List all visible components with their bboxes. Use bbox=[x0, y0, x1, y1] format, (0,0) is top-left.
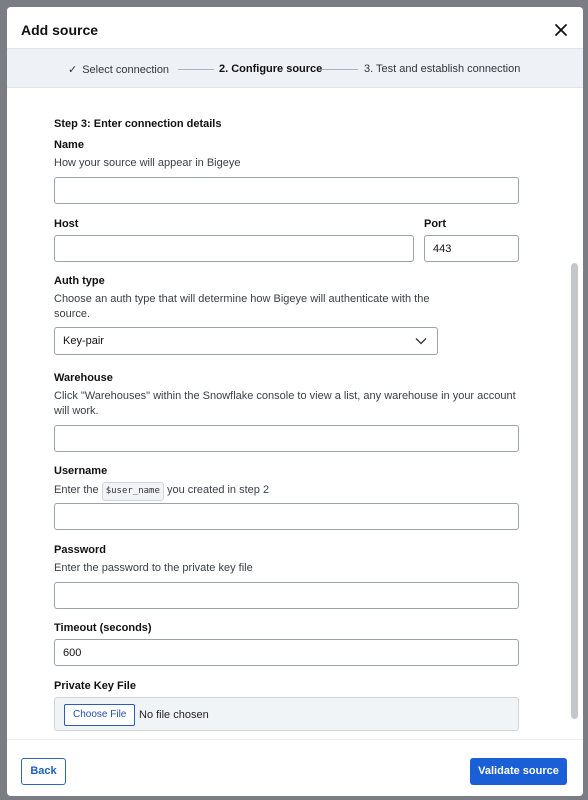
host-input[interactable] bbox=[54, 235, 414, 262]
warehouse-field-block bbox=[54, 372, 524, 419]
username-input[interactable] bbox=[54, 503, 519, 530]
password-field-block bbox=[54, 544, 253, 576]
name-help: How your source will appear in Bigeye bbox=[54, 157, 241, 169]
username-field-block bbox=[54, 465, 269, 501]
auth-type-label: Auth type bbox=[54, 275, 105, 287]
check-icon: ✓ bbox=[68, 64, 78, 76]
name-input[interactable] bbox=[54, 177, 519, 204]
auth-type-select[interactable] bbox=[54, 327, 438, 355]
auth-type-selected: Key-pair bbox=[63, 335, 104, 347]
private-key-file-input bbox=[54, 697, 519, 731]
port-field-block bbox=[424, 218, 446, 230]
username-label: Username bbox=[54, 465, 108, 477]
step-select-connection[interactable] bbox=[68, 63, 169, 76]
host-field-block bbox=[54, 218, 78, 230]
port-input[interactable]: 443 bbox=[424, 235, 519, 262]
step-divider bbox=[178, 69, 214, 70]
username-help-prefix: Enter the bbox=[54, 484, 99, 496]
step-configure-source: 2. Configure source bbox=[219, 63, 323, 75]
username-help bbox=[54, 482, 269, 501]
password-help: Enter the password to the private key file bbox=[54, 562, 253, 574]
username-code: $user_name bbox=[102, 482, 164, 501]
timeout-input[interactable]: 600 bbox=[54, 639, 519, 666]
warehouse-label: Warehouse bbox=[54, 372, 113, 384]
timeout-label: Timeout (seconds) bbox=[54, 622, 152, 634]
chevron-down-icon bbox=[415, 336, 427, 348]
password-input[interactable] bbox=[54, 582, 519, 609]
validate-source-button[interactable]: Validate source bbox=[470, 758, 567, 785]
private-key-label: Private Key File bbox=[54, 680, 136, 692]
choose-file-button[interactable]: Choose File bbox=[64, 704, 135, 726]
host-label: Host bbox=[54, 218, 79, 230]
timeout-field-block bbox=[54, 622, 152, 634]
file-status: No file chosen bbox=[139, 709, 209, 721]
step-test-connection: 3. Test and establish connection bbox=[364, 63, 521, 75]
step-1-label: Select connection bbox=[82, 63, 170, 76]
username-help-suffix: you created in step 2 bbox=[166, 484, 270, 496]
name-field-block bbox=[54, 139, 240, 171]
add-source-modal bbox=[7, 7, 583, 796]
modal-header bbox=[7, 7, 583, 48]
step-divider bbox=[322, 69, 358, 70]
form-scroll-area[interactable] bbox=[7, 99, 583, 739]
password-label: Password bbox=[54, 544, 106, 556]
section-title: Step 3: Enter connection details bbox=[54, 118, 222, 130]
close-icon[interactable] bbox=[553, 22, 569, 38]
back-button[interactable]: Back bbox=[21, 758, 66, 785]
warehouse-help: Click "Warehouses" within the Snowflake console to view a list, any warehouse in your account will work. bbox=[54, 390, 516, 417]
auth-type-help: Choose an auth type that will determine how Bigeye will authenticate with the source. bbox=[54, 293, 430, 320]
port-label: Port bbox=[424, 218, 446, 230]
stepper bbox=[7, 48, 583, 88]
auth-type-field-block bbox=[54, 275, 444, 322]
section-title-block bbox=[54, 118, 221, 130]
scrollbar-thumb[interactable] bbox=[571, 263, 578, 719]
name-label: Name bbox=[54, 139, 84, 151]
modal-title: Add source bbox=[21, 22, 99, 38]
modal-footer bbox=[7, 739, 583, 796]
private-key-field-block bbox=[54, 680, 136, 692]
warehouse-input[interactable] bbox=[54, 425, 519, 452]
